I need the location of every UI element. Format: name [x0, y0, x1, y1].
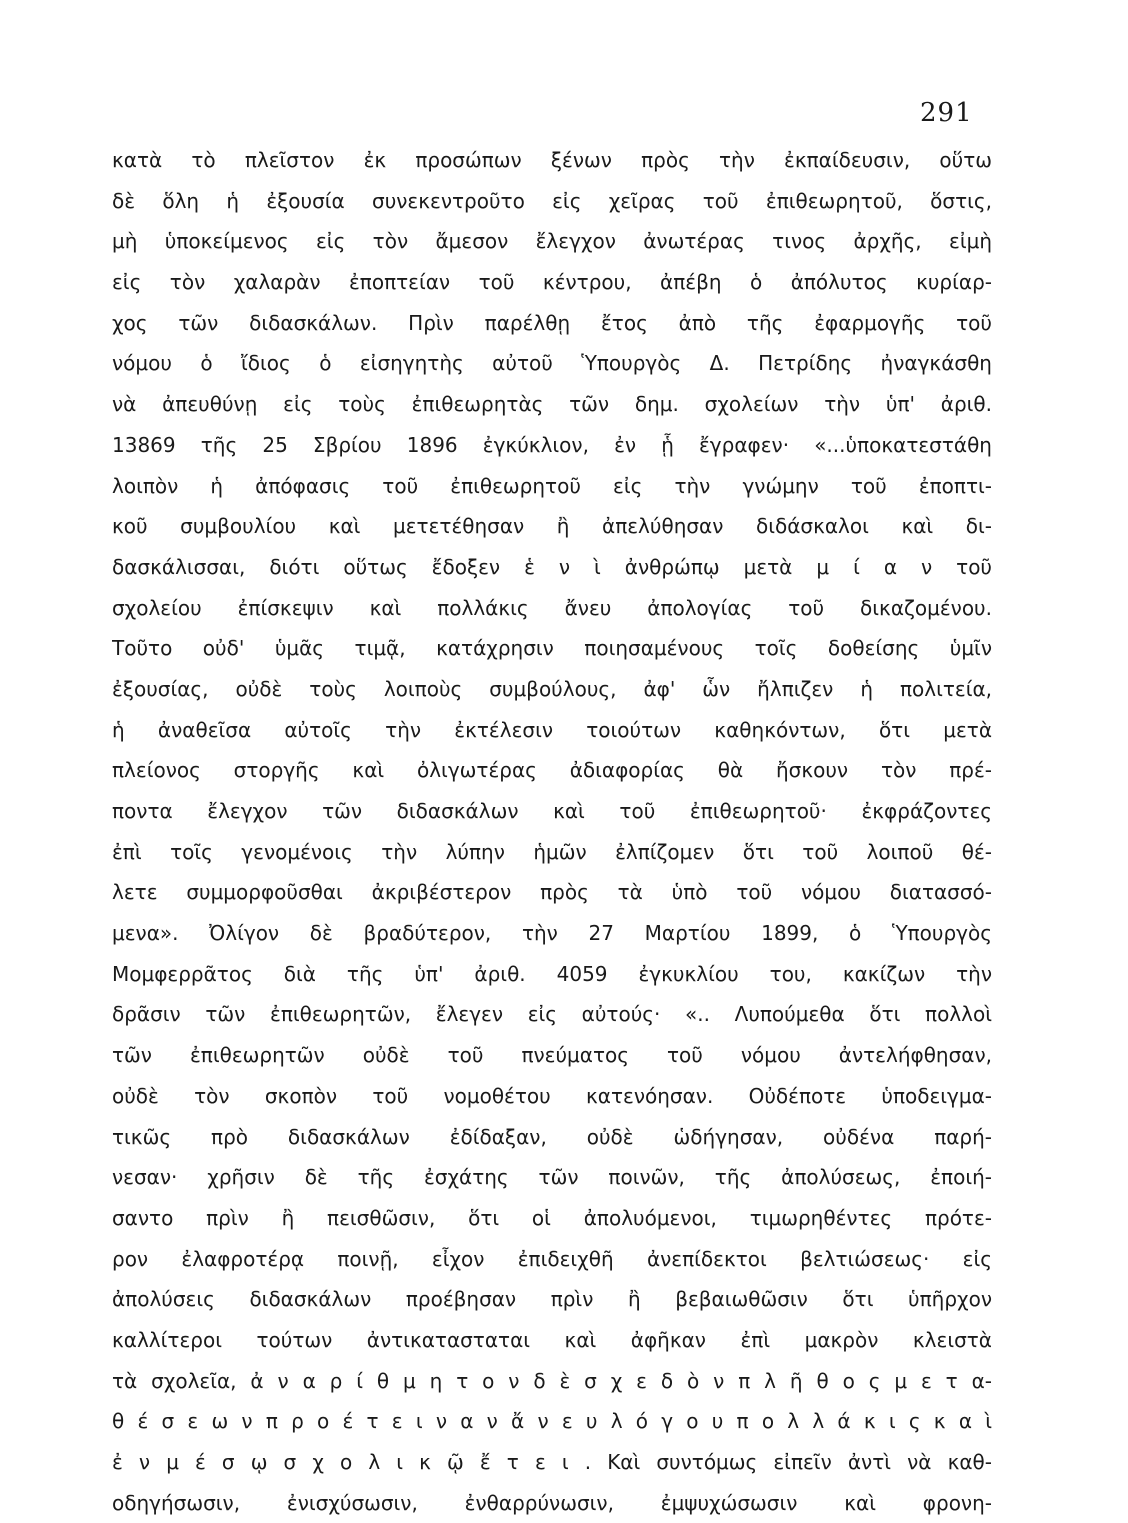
text-line: θ έ σ ε ω ν π ρ ο έ τ ε ι ν α ν ἄ ν ε υ λ ό γ ο υ π ο λ λ ά κ ι ς κ α ὶ: [112, 1409, 992, 1434]
text-line: κατὰ τὸ πλεῖστον ἐκ προσώπων ξένων πρὸς τὴν ἐκπαίδευσιν, οὕτω: [112, 148, 992, 172]
text-line: καλλίτεροι τούτων ἀντικατασταται καὶ ἀφῆκαν ἐπὶ μακρὸν κλειστὰ: [112, 1327, 992, 1352]
text-line: οὐδὲ τὸν σκοπὸν τοῦ νομοθέτου κατενόησαν. Οὐδέποτε ὑποδειγμα-: [112, 1083, 992, 1108]
body-text: [112, 140, 992, 1523]
text-line: σχολείου ἐπίσκεψιν καὶ πολλάκις ἄνευ ἀπολογίας τοῦ δικαζομένου.: [112, 595, 992, 620]
text-line: νόμου ὁ ἴδιος ὁ εἰσηγητὴς αὐτοῦ Ὑπουργὸς Δ. Πετρίδης ἠναγκάσθη: [112, 351, 992, 376]
text-line: νὰ ἀπευθύνῃ εἰς τοὺς ἐπιθεωρητὰς τῶν δημ. σχολείων τὴν ὑπ' ἀριθ.: [112, 392, 992, 417]
text-line: τικῶς πρὸ διδασκάλων ἐδίδαξαν, οὐδὲ ὡδήγησαν, οὐδένα παρή-: [112, 1124, 992, 1149]
text-line: πλείονος στοργῆς καὶ ὀλιγωτέρας ἀδιαφορίας θὰ ἤσκουν τὸν πρέ-: [112, 758, 992, 783]
text-line: δασκάλισσαι, διότι οὕτως ἔδοξεν ἑ ν ὶ ἀνθρώπῳ μετὰ μ ί α ν τοῦ: [112, 554, 992, 579]
text-line: Τοῦτο οὐδ' ὑμᾶς τιμᾷ, κατάχρησιν ποιησαμένους τοῖς δοθείσης ὑμῖν: [112, 636, 992, 661]
page-number: 291: [920, 98, 973, 128]
text-line: ρον ἐλαφροτέρᾳ ποινῇ, εἶχον ἐπιδειχθῆ ἀνεπίδεκτοι βελτιώσεως· εἰς: [112, 1246, 992, 1271]
text-line: ἐπὶ τοῖς γενομένοις τὴν λύπην ἡμῶν ἐλπίζομεν ὅτι τοῦ λοιποῦ θέ-: [112, 839, 992, 864]
text-line: λετε συμμορφοῦσθαι ἀκριβέστερον πρὸς τὰ ὑπὸ τοῦ νόμου διατασσό-: [112, 880, 992, 905]
text-line: τῶν ἐπιθεωρητῶν οὐδὲ τοῦ πνεύματος τοῦ νόμου ἀντελήφθησαν,: [112, 1043, 992, 1068]
text-line: μενα». Ὀλίγον δὲ βραδύτερον, τὴν 27 Μαρτίου 1899, ὁ Ὑπουργὸς: [112, 921, 992, 946]
text-line: Μομφερρᾶτος διὰ τῆς ὑπ' ἀριθ. 4059 ἐγκυκλίου του, κακίζων τὴν: [112, 961, 992, 986]
text-line: 13869 τῆς 25 Σβρίου 1896 ἐγκύκλιον, ἐν ᾗ ἔγραφεν· «...ὑποκατεστάθη: [112, 432, 992, 457]
text-line: κοῦ συμβουλίου καὶ μετετέθησαν ἢ ἀπελύθησαν διδάσκαλοι καὶ δι-: [112, 514, 992, 539]
text-line: τὰ σχολεῖα, ἀ ν α ρ ί θ μ η τ ο ν δ ὲ σ χ ε δ ὸ ν π λ ῆ θ ο ς μ ε τ α-: [112, 1368, 992, 1393]
text-line: ἡ ἀναθεῖσα αὐτοῖς τὴν ἐκτέλεσιν τοιούτων καθηκόντων, ὅτι μετὰ: [112, 717, 992, 742]
text-line: ἀπολύσεις διδασκάλων προέβησαν πρὶν ἢ βεβαιωθῶσιν ὅτι ὑπῆρχον: [112, 1287, 992, 1312]
text-line: ἐξουσίας, οὐδὲ τοὺς λοιποὺς συμβούλους, ἀφ' ὧν ἤλπιζεν ἡ πολιτεία,: [112, 676, 992, 701]
text-line: εἰς τὸν χαλαρὰν ἐποπτείαν τοῦ κέντρου, ἀπέβη ὁ ἀπόλυτος κυρίαρ-: [112, 270, 992, 295]
text-line: οδηγήσωσιν, ἐνισχύσωσιν, ἐνθαρρύνωσιν, ἐμψυχώσωσιν καὶ φρονη-: [112, 1490, 992, 1515]
text-line: νεσαν· χρῆσιν δὲ τῆς ἐσχάτης τῶν ποινῶν, τῆς ἀπολύσεως, ἐποιή-: [112, 1165, 992, 1190]
text-line: μὴ ὑποκείμενος εἰς τὸν ἄμεσον ἔλεγχον ἀνωτέρας τινος ἀρχῆς, εἰμὴ: [112, 229, 992, 254]
text-line: δὲ ὅλη ἡ ἐξουσία συνεκεντροῦτο εἰς χεῖρας τοῦ ἐπιθεωρητοῦ, ὅστις,: [112, 188, 992, 213]
text-line: δρᾶσιν τῶν ἐπιθεωρητῶν, ἔλεγεν εἰς αὐτούς· «.. Λυπούμεθα ὅτι πολλοὶ: [112, 1002, 992, 1027]
text-line: λοιπὸν ἡ ἀπόφασις τοῦ ἐπιθεωρητοῦ εἰς τὴν γνώμην τοῦ ἐποπτι-: [112, 473, 992, 498]
text-line: ποντα ἔλεγχον τῶν διδασκάλων καὶ τοῦ ἐπιθεωρητοῦ· ἐκφράζοντες: [112, 799, 992, 823]
text-line: ἐ ν μ έ σ ῳ σ χ ο λ ι κ ῷ ἔ τ ε ι . Καὶ συντόμως εἰπεῖν ἀντὶ νὰ καθ-: [112, 1450, 992, 1474]
text-line: χος τῶν διδασκάλων. Πρὶν παρέλθῃ ἔτος ἀπὸ τῆς ἐφαρμογῆς τοῦ: [112, 310, 992, 335]
text-line: σαντο πρὶν ἢ πεισθῶσιν, ὅτι οἱ ἀπολυόμενοι, τιμωρηθέντες πρότε-: [112, 1205, 992, 1230]
